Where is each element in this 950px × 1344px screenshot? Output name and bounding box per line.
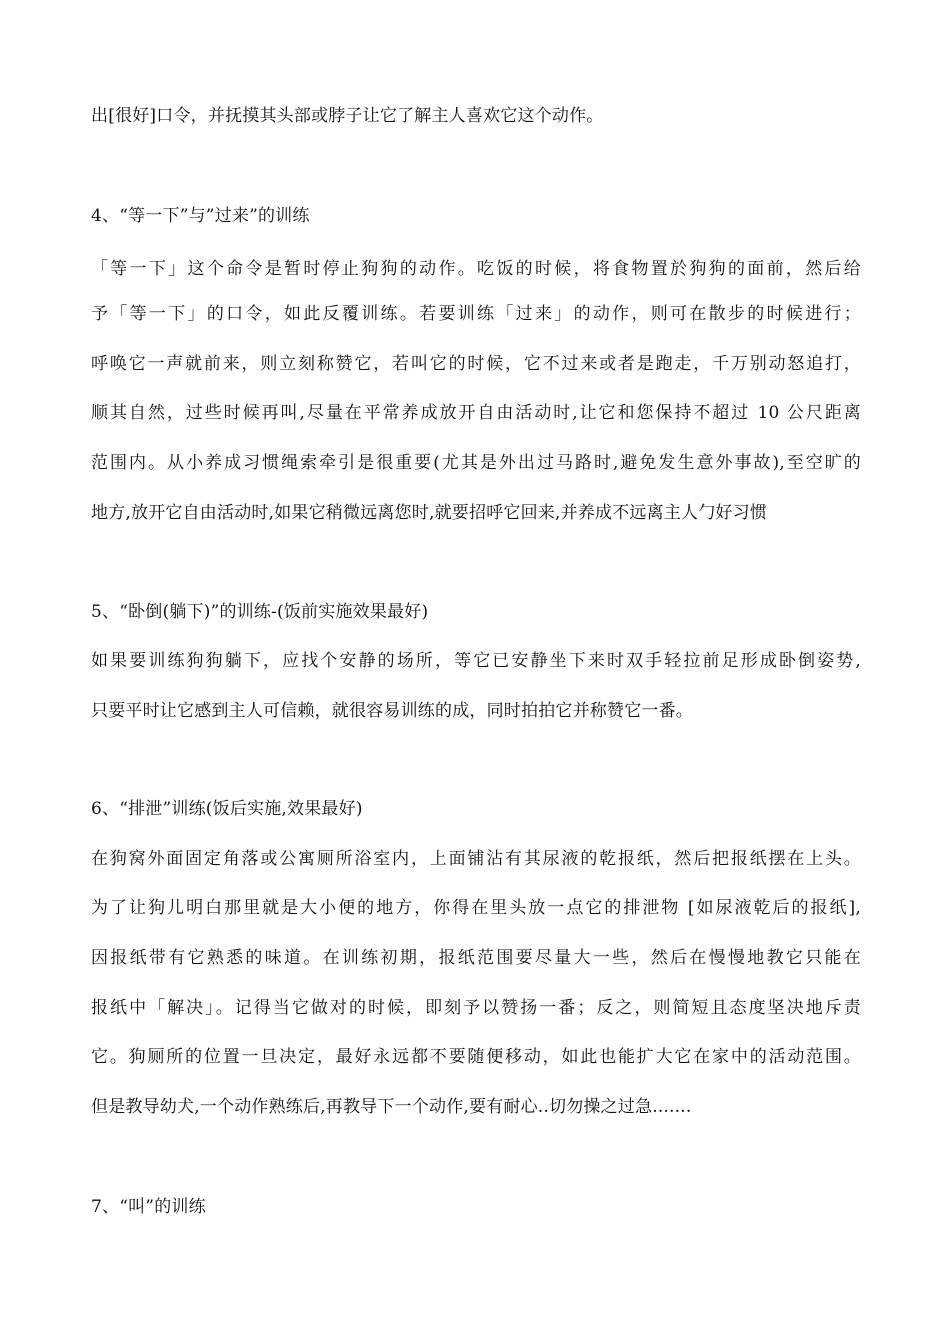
paragraph-line: 出[很好]口令，并抚摸其头部或脖子让它了解主人喜欢它这个动作。 [91,106,604,126]
paragraph-line: 在狗窝外面固定角落或公寓厕所浴室内，上面铺沾有其尿液的乾报纸，然后把报纸摆在上头。 [91,849,861,869]
paragraph-line: 因报纸带有它熟悉的味道。在训练初期，报纸范围要尽量大一些，然后在慢慢地教它只能在 [91,948,861,968]
paragraph-line: 范围内。从小养成习惯绳索牵引是很重要(尤其是外出过马路时,避免发生意外事故),至空旷的 [91,453,861,473]
section-5-heading: 5、“卧倒(躺下)”的训练-(饭前实施效果最好) [91,602,429,622]
section-7-heading: 7、“叫”的训练 [91,1197,206,1217]
paragraph-line: 「等一下」这个命令是暂时停止狗狗的动作。吃饭的时候，将食物置於狗狗的面前，然后给 [91,259,861,279]
paragraph-line: 但是教导幼犬,一个动作熟练后,再教导下一个动作,要有耐心..切勿操之过急....... [91,1097,692,1117]
paragraph-line: 如果要训练狗狗躺下，应找个安静的场所，等它已安静坐下来时双手轻拉前足形成卧倒姿势, [91,651,861,671]
paragraph-line: 它。狗厕所的位置一旦决定，最好永远都不要随便移动，如此也能扩大它在家中的活动范围。 [91,1047,861,1067]
paragraph-line: 只要平时让它感到主人可信赖，就很容易训练的成，同时拍拍它并称赞它一番。 [91,701,693,721]
section-6-heading: 6、“排泄”训练(饭后实施,效果最好) [91,799,363,819]
paragraph-line: 地方,放开它自由活动时,如果它稍微远离您时,就要招呼它回来,并养成不远离主人勹好习惯 [91,503,768,523]
paragraph-line: 顺其自然，过些时候再叫,尽量在平常养成放开自由活动时,让它和您保持不超过 10 公尺距离 [91,403,861,423]
paragraph-line: 予「等一下」的口令，如此反覆训练。若要训练「过来」的动作，则可在散步的时候进行； [91,304,861,324]
paragraph-line: 呼唤它一声就前来，则立刻称赞它，若叫它的时候，它不过来或者是跑走，千万别动怒追打， [91,354,861,374]
paragraph-line: 报纸中「解决」。记得当它做对的时候，即刻予以赞扬一番；反之，则简短且态度坚决地斥责 [91,998,861,1018]
paragraph-line: 为了让狗儿明白那里就是大小便的地方，你得在里头放一点它的排泄物 [如尿液乾后的报纸], [91,898,861,918]
section-4-heading: 4、“等一下”与”过来”的训练 [91,206,310,226]
